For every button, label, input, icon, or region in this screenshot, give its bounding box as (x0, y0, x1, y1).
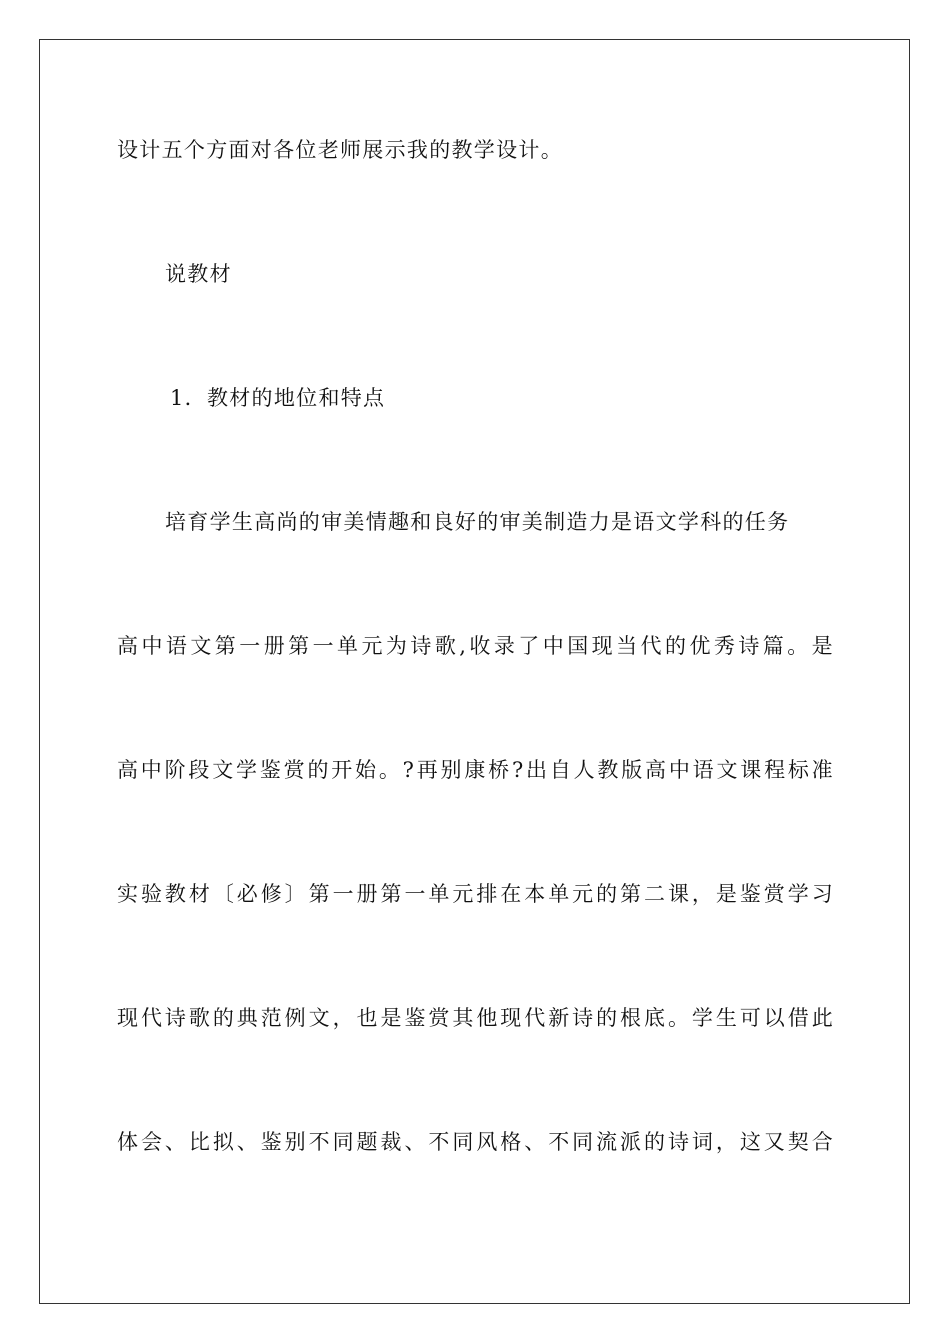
page-border (39, 39, 910, 1304)
paragraph-line-1: 培育学生高尚的审美情趣和良好的审美制造力是语文学科的任务 (165, 510, 790, 534)
paragraph-line-4: 实验教材〔必修〕第一册第一单元排在本单元的第二课，是鉴赏学习 (117, 882, 834, 906)
section-heading-teaching-material: 说教材 (165, 262, 232, 286)
body-line-1: 设计五个方面对各位老师展示我的教学设计。 (117, 138, 563, 162)
paragraph-line-2: 高中语文第一册第一单元为诗歌,收录了中国现当代的优秀诗篇。是 (117, 634, 834, 658)
paragraph-line-5: 现代诗歌的典范例文，也是鉴赏其他现代新诗的根底。学生可以借此 (117, 1006, 834, 1030)
paragraph-line-6: 体会、比拟、鉴别不同题裁、不同风格、不同流派的诗词，这又契合 (117, 1130, 834, 1154)
subsection-heading-1: 1．教材的地位和特点 (170, 386, 386, 410)
paragraph-line-3: 高中阶段文学鉴赏的开始。?再别康桥?出自人教版高中语文课程标准 (117, 758, 834, 782)
